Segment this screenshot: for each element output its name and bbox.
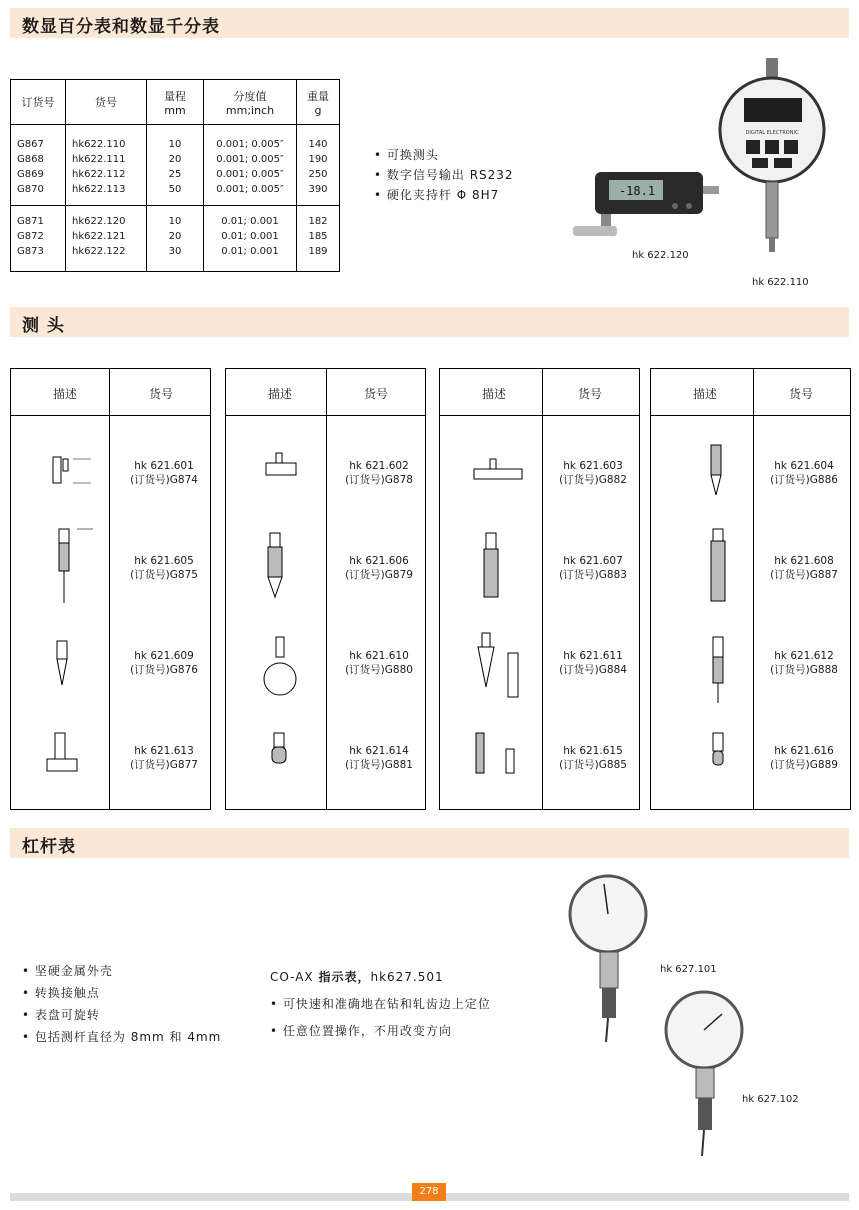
header-code: 货号 (789, 387, 814, 401)
cell: 0.001; 0.005″ (204, 167, 297, 182)
section-header-digital (10, 8, 849, 38)
probe-drawing (248, 519, 318, 609)
probe-drawing (673, 721, 748, 781)
cell: 0.001; 0.005″ (204, 125, 297, 153)
probe-drawing (673, 425, 748, 510)
cell: 25 (147, 167, 204, 182)
probe-drawing (462, 519, 537, 609)
feature-item: • 表盘可旋转 (22, 1008, 100, 1022)
cell: G868 (11, 152, 66, 167)
probe-code: hk 621.605 (订货号)G875 (130, 555, 198, 581)
table-row (11, 206, 340, 230)
probe-drawing (673, 627, 748, 712)
table-row (11, 182, 340, 206)
cell: 190 (297, 152, 340, 167)
cell: hk622.120 (66, 206, 147, 230)
cell: 10 (147, 206, 204, 230)
cell: G873 (11, 244, 66, 272)
probe-drawing (248, 721, 318, 781)
cell: 10 (147, 125, 204, 153)
probe-drawing (33, 519, 103, 609)
probe-code: hk 621.616 (订货号)G889 (770, 745, 838, 771)
feature-item: • 坚硬金属外壳 (22, 964, 113, 978)
probe-code: hk 621.608 (订货号)G887 (770, 555, 838, 581)
probe-drawing (462, 435, 537, 495)
cell: 20 (147, 152, 204, 167)
caption-hk627101: hk 627.101 (660, 964, 717, 975)
table-row (11, 167, 340, 182)
header-code: 货号 (364, 387, 389, 401)
probe-code: hk 621.602 (订货号)G878 (345, 460, 413, 486)
probe-drawing (462, 721, 537, 781)
cell: G867 (11, 125, 66, 153)
probe-table-header (651, 369, 850, 416)
cell: 0.01; 0.001 (204, 229, 297, 244)
probe-drawing (33, 435, 103, 495)
probe-table-2 (225, 368, 426, 810)
coax-feature-list (270, 964, 491, 1045)
header-code: 货号 (149, 387, 174, 401)
probe-code: hk 621.603 (订货号)G882 (559, 460, 627, 486)
cell: 0.01; 0.001 (204, 206, 297, 230)
header-description: 描述 (482, 387, 507, 401)
col-resolution: 分度值 mm;inch (204, 80, 297, 125)
header-code: 货号 (578, 387, 603, 401)
section-header-lever (10, 828, 849, 858)
table-row (11, 229, 340, 244)
cell: hk622.122 (66, 244, 147, 272)
cell: G872 (11, 229, 66, 244)
caption-hk622110: hk 622.110 (752, 277, 809, 288)
probe-drawing (673, 519, 748, 614)
cell: 0.001; 0.005″ (204, 182, 297, 206)
feature-item: • 包括测杆直径为 8mm 和 4mm (22, 1030, 222, 1044)
digital-feature-list (374, 145, 514, 205)
cell: 50 (147, 182, 204, 206)
probe-table-3 (439, 368, 640, 810)
cell: 182 (297, 206, 340, 230)
caption-hk627102: hk 627.102 (742, 1094, 799, 1105)
section-title: 杠杆表 (22, 837, 76, 857)
probe-table-1 (10, 368, 211, 810)
spec-table (10, 79, 340, 272)
header-description: 描述 (693, 387, 718, 401)
table-row (11, 152, 340, 167)
table-row (11, 125, 340, 153)
feature-item: • 任意位置操作，不用改变方向 (270, 1024, 452, 1038)
col-order-no: 订货号 (11, 80, 66, 125)
lever-feature-list (22, 960, 221, 1048)
lcd-readout: -18.1 (618, 184, 656, 198)
section-header-probes (10, 307, 849, 337)
cell: G870 (11, 182, 66, 206)
feature-item: • 数字信号输出 RS232 (374, 168, 514, 182)
probe-code: hk 621.614 (订货号)G881 (345, 745, 413, 771)
cell: hk622.113 (66, 182, 147, 206)
page-number: 278 (412, 1183, 446, 1201)
feature-item: • 硬化夹持杆 Φ 8H7 (374, 188, 500, 202)
probe-code: hk 621.607 (订货号)G883 (559, 555, 627, 581)
probe-drawing (33, 721, 103, 781)
feature-item: • 可换测头 (374, 148, 439, 162)
feature-item: • 可快速和准确地在钻和轧齿边上定位 (270, 997, 491, 1011)
cell: 189 (297, 244, 340, 272)
cell: G869 (11, 167, 66, 182)
probe-code: hk 621.609 (订货号)G876 (130, 650, 198, 676)
cell: 140 (297, 125, 340, 153)
cell: G871 (11, 206, 66, 230)
probe-table-4 (650, 368, 851, 810)
probe-code: hk 621.601 (订货号)G874 (130, 460, 198, 486)
svg-text:DIGITAL ELECTRONIC: DIGITAL ELECTRONIC (745, 130, 799, 136)
lever-indicator-102-image (662, 990, 752, 1160)
digital-indicator-small-image (565, 160, 725, 250)
col-item-no: 货号 (66, 80, 147, 125)
col-range: 量程 mm (147, 80, 204, 125)
probe-code: hk 621.611 (订货号)G884 (559, 650, 627, 676)
section-title: 测 头 (22, 316, 65, 336)
section-title: 数显百分表和数显千分表 (22, 17, 220, 37)
cell: 185 (297, 229, 340, 244)
probe-code: hk 621.610 (订货号)G880 (345, 650, 413, 676)
cell: 30 (147, 244, 204, 272)
feature-item: • 转换接触点 (22, 986, 100, 1000)
probe-drawing (248, 435, 318, 495)
cell: hk622.121 (66, 229, 147, 244)
cell: 0.01; 0.001 (204, 244, 297, 272)
header-description: 描述 (53, 387, 78, 401)
cell: hk622.112 (66, 167, 147, 182)
table-header-row (11, 80, 340, 125)
cell: hk622.111 (66, 152, 147, 167)
probe-drawing (248, 627, 318, 707)
table-row (11, 244, 340, 272)
cell: 0.001; 0.005″ (204, 152, 297, 167)
digital-indicator-large-image (718, 58, 830, 258)
col-weight: 重量 g (297, 80, 340, 125)
cell: 390 (297, 182, 340, 206)
probe-code: hk 621.604 (订货号)G886 (770, 460, 838, 486)
cell: hk622.110 (66, 125, 147, 153)
header-description: 描述 (268, 387, 293, 401)
probe-code: hk 621.613 (订货号)G877 (130, 745, 198, 771)
probe-code: hk 621.615 (订货号)G885 (559, 745, 627, 771)
probe-code: hk 621.612 (订货号)G888 (770, 650, 838, 676)
coax-title: CO-AX 指示表，hk627.501 (270, 970, 444, 984)
probe-table-header (11, 369, 210, 416)
probe-code: hk 621.606 (订货号)G879 (345, 555, 413, 581)
probe-table-header (440, 369, 639, 416)
probe-drawing (462, 627, 537, 707)
cell: 20 (147, 229, 204, 244)
cell: 250 (297, 167, 340, 182)
probe-drawing (33, 627, 103, 697)
caption-hk622120: hk 622.120 (632, 250, 689, 261)
lever-indicator-101-image (566, 870, 656, 1045)
